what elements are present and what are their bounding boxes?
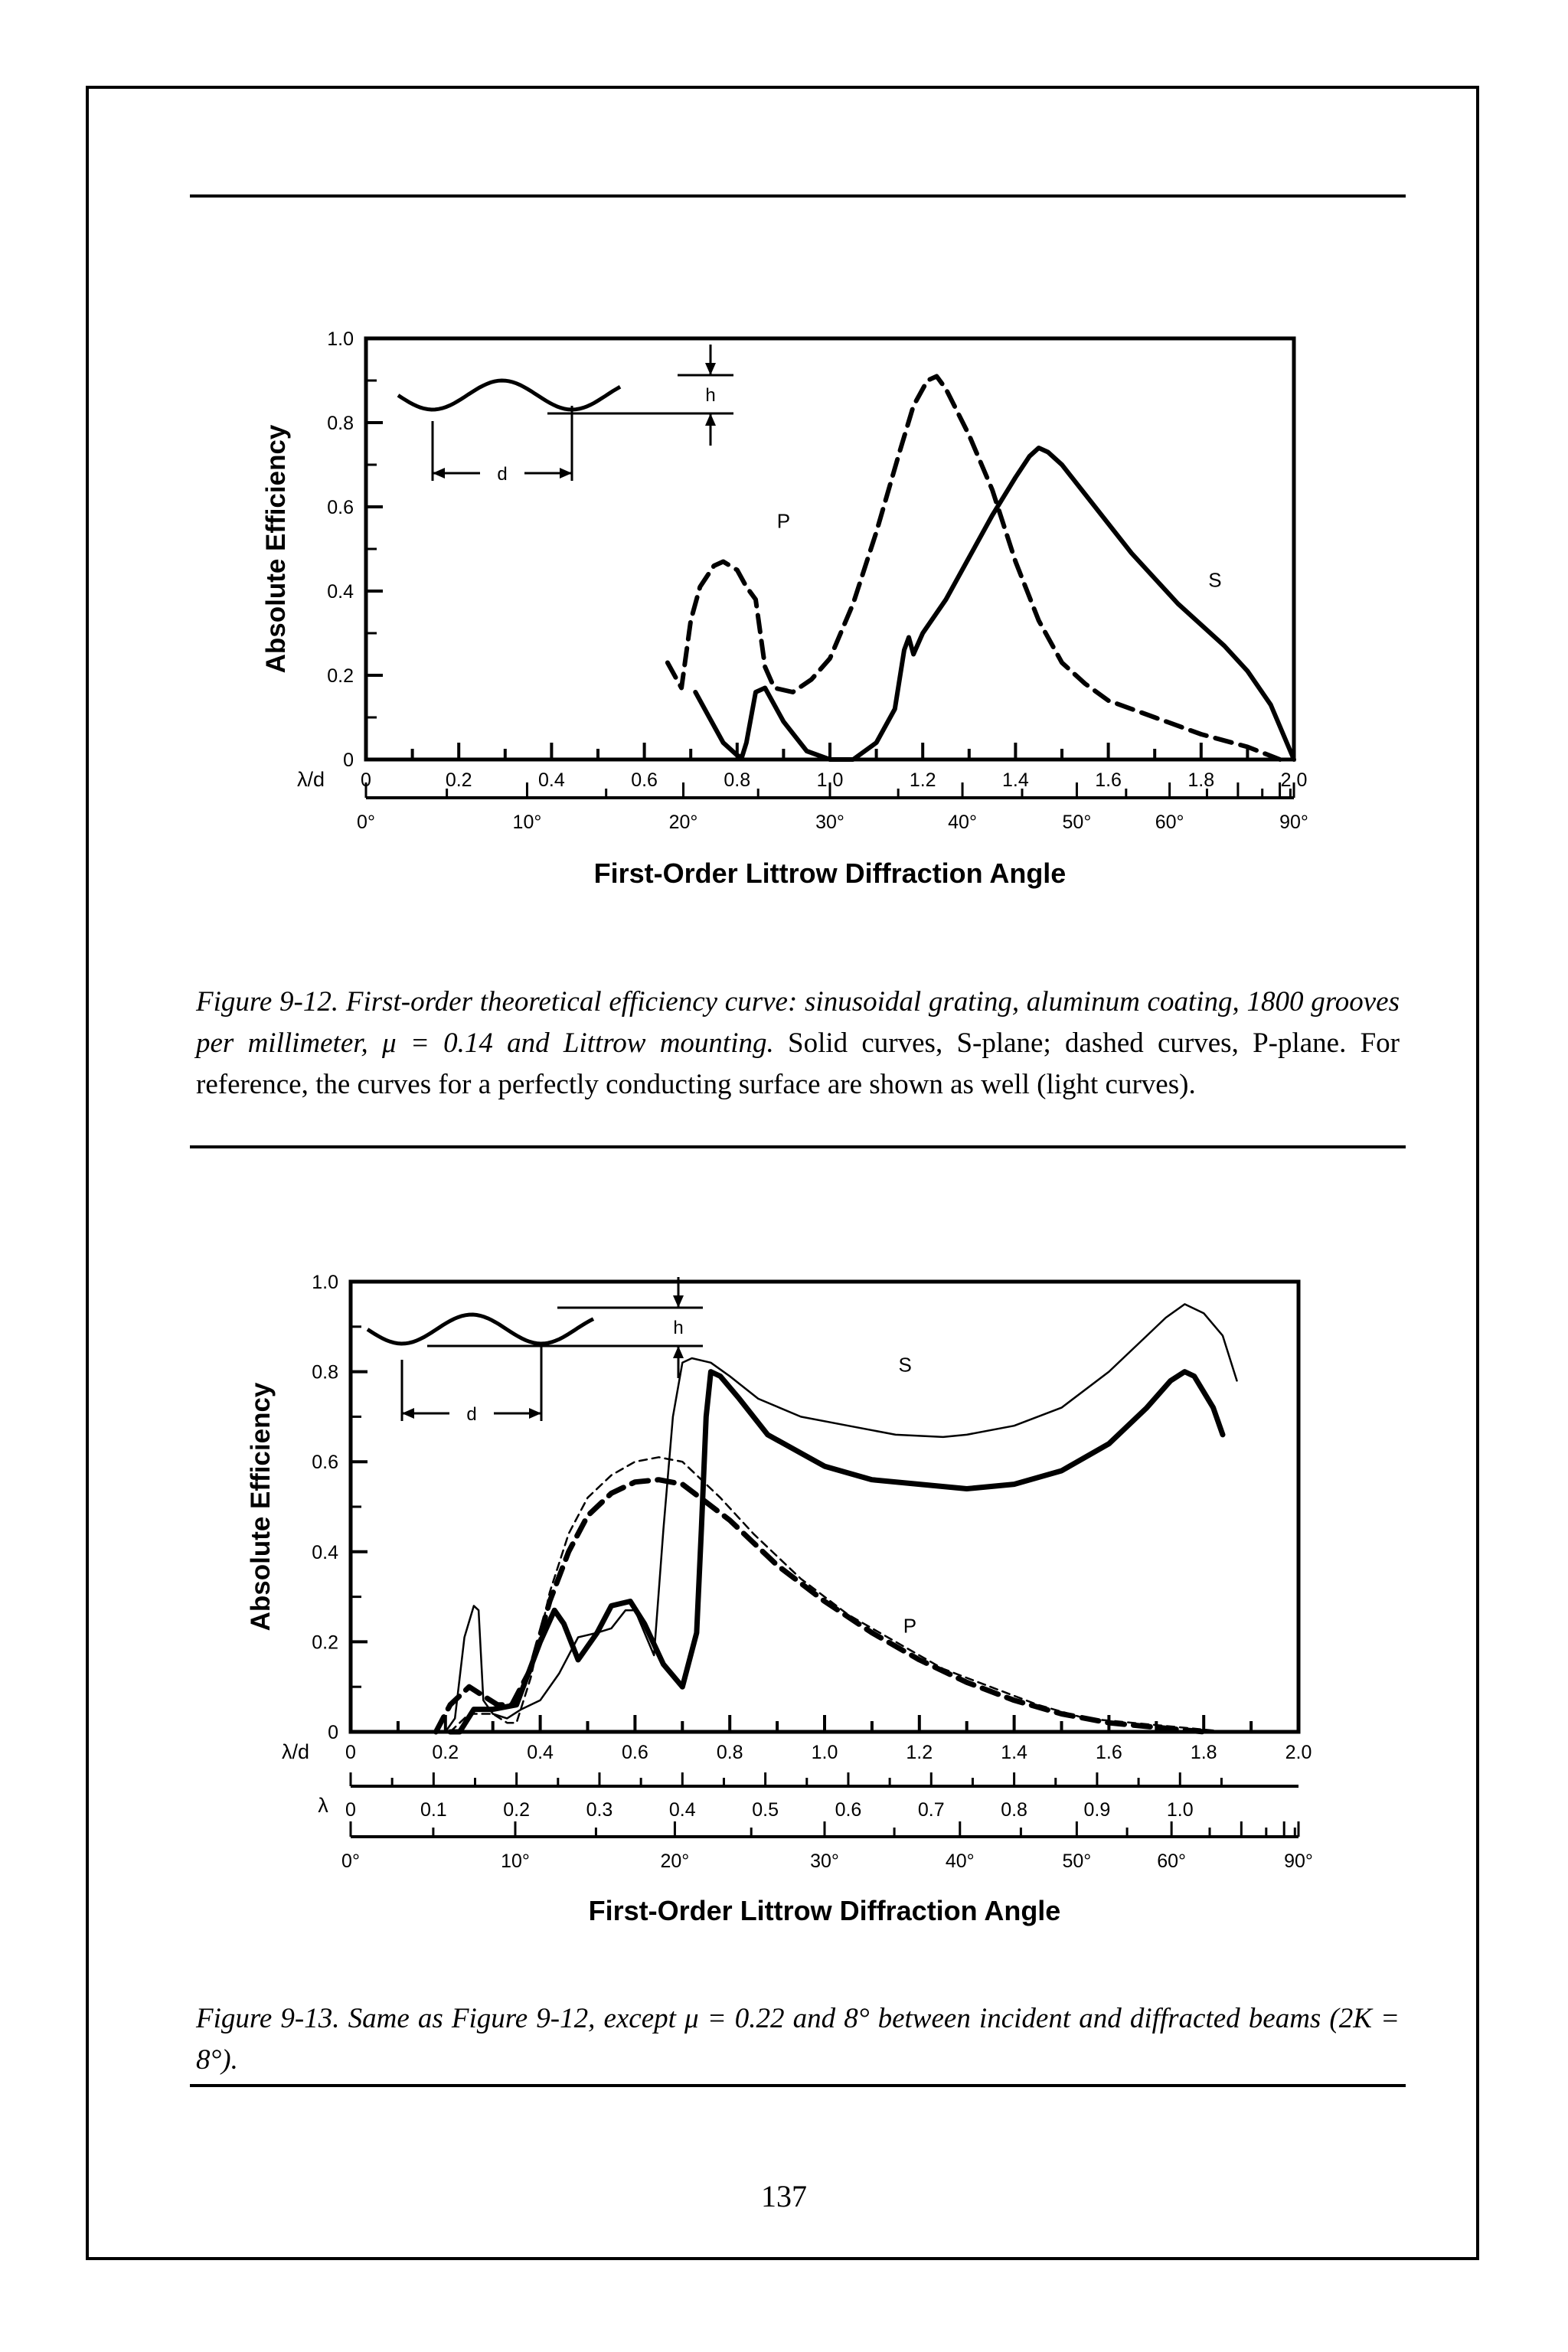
y-tick-label: 0.6 <box>312 1452 338 1474</box>
lambda-tick-label: 0.9 <box>1083 1799 1111 1821</box>
angle-tick-label: 60° <box>1157 1851 1187 1872</box>
arrowhead-icon <box>673 1295 684 1308</box>
lambda-tick-label: 0.2 <box>503 1799 531 1821</box>
lambda-tick-label: 0.3 <box>586 1799 613 1821</box>
y-tick-label: 0.2 <box>327 665 354 687</box>
page-number: 137 <box>761 2179 807 2213</box>
y-tick-label: 1.0 <box>327 328 354 350</box>
ld-tick-label: 1.8 <box>1187 769 1215 791</box>
angle-tick-label: 0° <box>357 812 375 833</box>
series-line-solid-light <box>446 1304 1237 1732</box>
y-tick-label: 1.0 <box>312 1272 338 1293</box>
ld-tick-label: 0.4 <box>538 769 565 791</box>
ld-tick-label: 1.8 <box>1190 1742 1217 1763</box>
ld-tick-label: 0.8 <box>716 1742 743 1763</box>
x-axis-label: First-Order Littrow Diffraction Angle <box>593 858 1067 889</box>
height-label: h <box>673 1318 684 1338</box>
arrowhead-icon <box>560 468 572 479</box>
y-tick-label: 0.2 <box>312 1632 338 1654</box>
y-tick-label: 0.6 <box>327 497 354 518</box>
series-line-dashed-light <box>450 1457 1227 1732</box>
lambda-tick-label: 0.4 <box>668 1799 696 1821</box>
caption-plain: Solid curves, S-plane; dashed curves, P-plane. For reference, the curves for a perfectly conducting surface are shown as well (light curves). <box>196 1027 1400 1100</box>
ld-tick-label: 0.2 <box>445 769 472 791</box>
ld-tick-label: 0.6 <box>631 769 658 791</box>
ld-tick-label: 1.4 <box>1001 1742 1027 1763</box>
y-axis-label: Absolute Efficiency <box>246 1382 276 1632</box>
y-tick-label: 0.8 <box>312 1361 338 1383</box>
angle-tick-label: 50° <box>1062 1851 1092 1872</box>
y-axis-label: Absolute Efficiency <box>261 424 291 674</box>
arrowhead-icon <box>433 468 445 479</box>
top-rule <box>190 194 1406 198</box>
angle-tick-label: 0° <box>341 1851 360 1872</box>
lambda-tick-label: 0.6 <box>835 1799 862 1821</box>
y-tick-label: 0.8 <box>327 413 354 434</box>
angle-tick-label: 90° <box>1279 812 1308 833</box>
ld-tick-label: 1.2 <box>909 769 936 791</box>
y-tick-label: 0 <box>328 1722 338 1743</box>
lambda-tick-label: 0 <box>345 1799 356 1821</box>
ld-tick-label: 1.0 <box>816 769 844 791</box>
series-label-p: P <box>776 509 791 533</box>
arrowhead-icon <box>705 413 716 426</box>
x-axis-label: First-Order Littrow Diffraction Angle <box>588 1895 1061 1926</box>
angle-tick-label: 30° <box>810 1851 839 1872</box>
angle-tick-label: 20° <box>660 1851 690 1872</box>
angle-tick-label: 50° <box>1062 812 1092 833</box>
arrowhead-icon <box>402 1408 414 1419</box>
series-line-dashed-heavy <box>436 1480 1204 1732</box>
period-label: d <box>466 1404 477 1425</box>
figure-9-12-chart <box>0 291 1568 919</box>
lambda-tick-label: 0.5 <box>752 1799 779 1821</box>
ld-tick-label: 2.0 <box>1285 1742 1312 1763</box>
series-label-p: P <box>903 1614 917 1638</box>
period-label: d <box>497 464 508 485</box>
ld-tick-label: 1.0 <box>811 1742 838 1763</box>
ld-tick-label: 1.6 <box>1095 769 1122 791</box>
lambda-tick-label: 1.0 <box>1166 1799 1194 1821</box>
series-label-s: S <box>898 1353 912 1377</box>
ld-tick-label: 0.2 <box>432 1742 459 1763</box>
figure-9-12-caption <box>196 982 1400 1106</box>
plot-frame <box>366 338 1294 760</box>
y-tick-label: 0.4 <box>327 581 354 603</box>
y-tick-label: 0 <box>343 750 354 771</box>
ld-tick-label: 2.0 <box>1280 769 1308 791</box>
y-tick-label: 0.4 <box>312 1541 338 1563</box>
angle-tick-label: 40° <box>948 812 977 833</box>
caption-italic: Figure 9-13. Same as Figure 9-12, except μ = 0.22 and 8° between incident and diffracted beams (2K = 8°). <box>196 2003 1400 2076</box>
ld-tick-label: 0.4 <box>527 1742 554 1763</box>
caption-rule-2 <box>190 2084 1406 2087</box>
series-line-dashed <box>668 377 1280 760</box>
ld-tick-label: 0 <box>361 769 371 791</box>
lambda-tick-label: 0.7 <box>917 1799 945 1821</box>
angle-tick-label: 10° <box>512 812 542 833</box>
caption-rule-1 <box>190 1145 1406 1148</box>
arrowhead-icon <box>705 363 716 375</box>
angle-tick-label: 10° <box>501 1851 530 1872</box>
angle-tick-label: 60° <box>1155 812 1184 833</box>
arrowhead-icon <box>529 1408 541 1419</box>
ld-tick-label: 0.6 <box>622 1742 648 1763</box>
series-label-s: S <box>1208 568 1222 592</box>
axis-row-label: λ <box>318 1794 328 1817</box>
grating-profile-icon <box>398 381 620 410</box>
lambda-tick-label: 0.1 <box>420 1799 447 1821</box>
height-label: h <box>705 385 716 406</box>
angle-tick-label: 30° <box>815 812 844 833</box>
angle-tick-label: 40° <box>945 1851 975 1872</box>
axis-row-label: λ/d <box>296 768 325 791</box>
plot-frame <box>351 1282 1298 1732</box>
ld-tick-label: 1.6 <box>1096 1742 1122 1763</box>
ld-tick-label: 1.2 <box>906 1742 933 1763</box>
caption-italic: Figure 9-12. First-order theoretical efficiency curve: sinusoidal grating, aluminum coating, 1800 grooves per millimeter, μ = 0.14 and Littrow mounting. <box>196 986 1400 1059</box>
lambda-tick-label: 0.8 <box>1001 1799 1027 1821</box>
arrowhead-icon <box>673 1346 684 1358</box>
axis-row-label: λ/d <box>281 1740 310 1763</box>
ld-tick-label: 0.8 <box>724 769 751 791</box>
angle-tick-label: 20° <box>668 812 698 833</box>
ld-tick-label: 0 <box>345 1742 356 1763</box>
grating-profile-icon <box>368 1315 593 1344</box>
figure-9-13-chart <box>0 1263 1568 1952</box>
figure-9-13-caption <box>196 1998 1400 2081</box>
angle-tick-label: 90° <box>1284 1851 1313 1872</box>
ld-tick-label: 1.4 <box>1002 769 1029 791</box>
